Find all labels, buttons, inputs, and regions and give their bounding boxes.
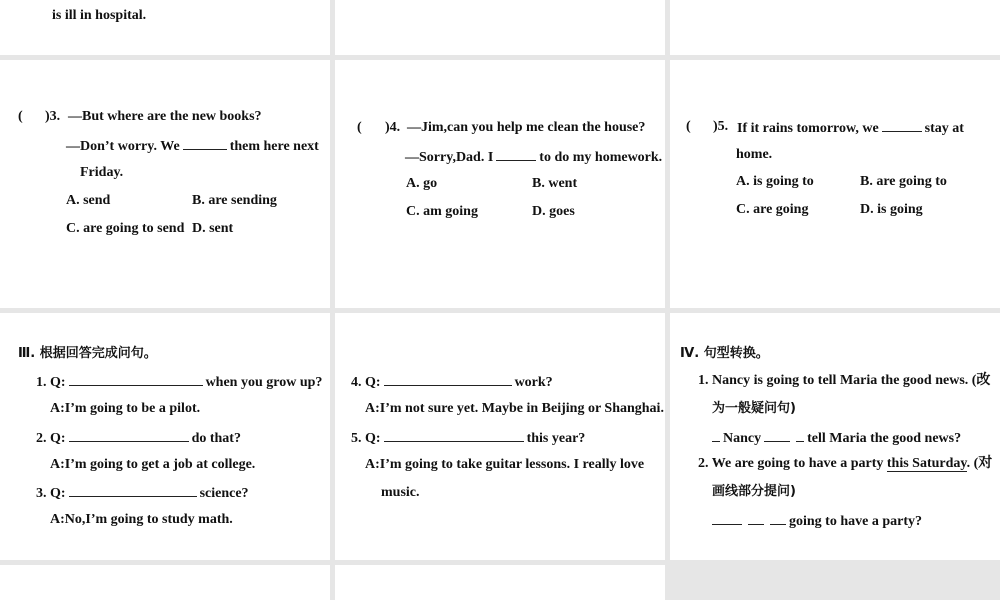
s4-q2-answer	[712, 511, 922, 531]
q3-line2-pre: —Don’t worry. We	[66, 139, 180, 154]
q5-blank[interactable]	[882, 118, 922, 132]
q4-number: )4.	[385, 120, 401, 135]
q3-open-paren: (	[18, 109, 23, 124]
s3-q4	[351, 372, 553, 392]
q4-line1: —Jim,can you help me clean the house?	[407, 120, 646, 135]
s4-q1-line1	[698, 372, 990, 390]
q4-option-c: C. am going	[406, 204, 478, 219]
s4-q1-ans-mid: Nancy	[723, 431, 762, 446]
s3-q5-post: this year?	[526, 431, 586, 446]
s3-a2: A:I’m going to get a job at college.	[50, 457, 256, 472]
s3-q5-blank[interactable]	[384, 428, 524, 442]
q3-blank[interactable]	[183, 136, 227, 150]
q3-option-c: C. are going to send	[66, 221, 185, 236]
s4-q2-ans-post: going to have a party?	[789, 514, 922, 529]
s4-q2-post: . (对	[966, 456, 993, 471]
q4-line2	[405, 147, 662, 167]
q4-open-paren: (	[357, 120, 362, 135]
q5-option-d: D. is going	[860, 202, 923, 217]
s3-q1	[36, 372, 322, 392]
s4-q1-line1-text: 1. Nancy is going to tell Maria the good news. (改	[698, 373, 991, 388]
top-middle-cell	[335, 0, 665, 55]
s3-a1: A:I’m going to be a pilot.	[50, 401, 201, 416]
question-3-cell	[0, 60, 330, 308]
s3-q3	[36, 483, 249, 503]
q5-line1-post: stay at	[924, 121, 964, 136]
s3-q4-label: 4. Q:	[351, 375, 381, 390]
q5-option-a: A. is going to	[736, 174, 814, 189]
q5-line2: home.	[736, 147, 773, 162]
s4-q2-line1	[698, 455, 992, 473]
top-right-cell	[670, 0, 1000, 55]
q4-line2-post: to do my homework.	[539, 150, 663, 165]
s3-q3-post: science?	[199, 486, 249, 501]
s4-q2-blank-3[interactable]	[770, 511, 786, 525]
q3-line3: Friday.	[80, 165, 124, 180]
s4-q2-line2: 画线部分提问)	[712, 484, 796, 499]
s3-q1-post: when you grow up?	[205, 375, 323, 390]
s4-q2-pre: 2. We are going to have a party	[698, 456, 884, 471]
s3-a3: A:No,I’m going to study math.	[50, 512, 233, 527]
s3-q2	[36, 428, 241, 448]
q5-number: )5.	[713, 119, 729, 134]
s4-q2-underlined: this Saturday	[886, 456, 967, 471]
s4-q1-line2: 为一般疑问句)	[712, 401, 796, 416]
s3-q1-label: 1. Q:	[36, 375, 66, 390]
s3-q4-post: work?	[514, 375, 553, 390]
s3-q3-blank[interactable]	[69, 483, 197, 497]
s4-q1-ans-post: tell Maria the good news?	[807, 431, 962, 446]
s4-q2-blank-2[interactable]	[748, 511, 764, 525]
q4-option-b: B. went	[532, 176, 578, 191]
s3-q4-blank[interactable]	[384, 372, 512, 386]
q3-line1: —But where are the new books?	[68, 109, 262, 124]
question-5-cell	[670, 60, 1000, 308]
q3-number: )3.	[45, 109, 61, 124]
q3-line2-post: them here next	[229, 139, 319, 154]
q3-line2	[66, 136, 319, 156]
s3-q5	[351, 428, 585, 448]
section-3-cell	[0, 313, 330, 560]
s3-q2-label: 2. Q:	[36, 431, 66, 446]
s3-a5-line2: music.	[381, 485, 420, 500]
top-left-cell	[0, 0, 330, 55]
q3-option-b: B. are sending	[192, 193, 277, 208]
bottom-right-cell	[670, 565, 1000, 600]
q5-line1-pre: If it rains tomorrow, we	[737, 121, 879, 136]
s3-q1-blank[interactable]	[69, 372, 203, 386]
s3-a5-line1: A:I’m going to take guitar lessons. I really love	[365, 457, 645, 472]
q4-line2-pre: —Sorry,Dad. I	[405, 150, 494, 165]
q3-option-a: A. send	[66, 193, 111, 208]
s4-q1-blank-3[interactable]	[796, 428, 804, 442]
s3-q2-post: do that?	[191, 431, 241, 446]
s3-q3-label: 3. Q:	[36, 486, 66, 501]
section-4-title: Ⅳ. 句型转换。	[680, 346, 769, 361]
q3-option-d: D. sent	[192, 221, 234, 236]
q4-blank[interactable]	[496, 147, 536, 161]
section-4-cell	[670, 313, 1000, 560]
s4-q1-blank-2[interactable]	[764, 428, 790, 442]
s4-q1-blank-1[interactable]	[712, 428, 720, 442]
section-3-title: Ⅲ. 根据回答完成问句。	[18, 346, 157, 361]
bottom-middle-cell	[335, 565, 665, 600]
q5-line1	[737, 118, 964, 138]
s4-q2-blank-1[interactable]	[712, 511, 742, 525]
section-3-continued-cell	[335, 313, 665, 560]
q5-open-paren: (	[686, 119, 691, 134]
question-4-cell	[335, 60, 665, 308]
s4-q1-answer	[712, 428, 961, 448]
q5-option-b: B. are going to	[860, 174, 947, 189]
s3-a4: A:I’m not sure yet. Maybe in Beijing or Shanghai.	[365, 401, 664, 416]
bottom-left-cell	[0, 565, 330, 600]
q4-option-d: D. goes	[532, 204, 575, 219]
top-continuation-text: is ill in hospital.	[52, 8, 147, 23]
q5-option-c: C. are going	[736, 202, 809, 217]
s3-q2-blank[interactable]	[69, 428, 189, 442]
s3-q5-label: 5. Q:	[351, 431, 381, 446]
q4-option-a: A. go	[406, 176, 438, 191]
